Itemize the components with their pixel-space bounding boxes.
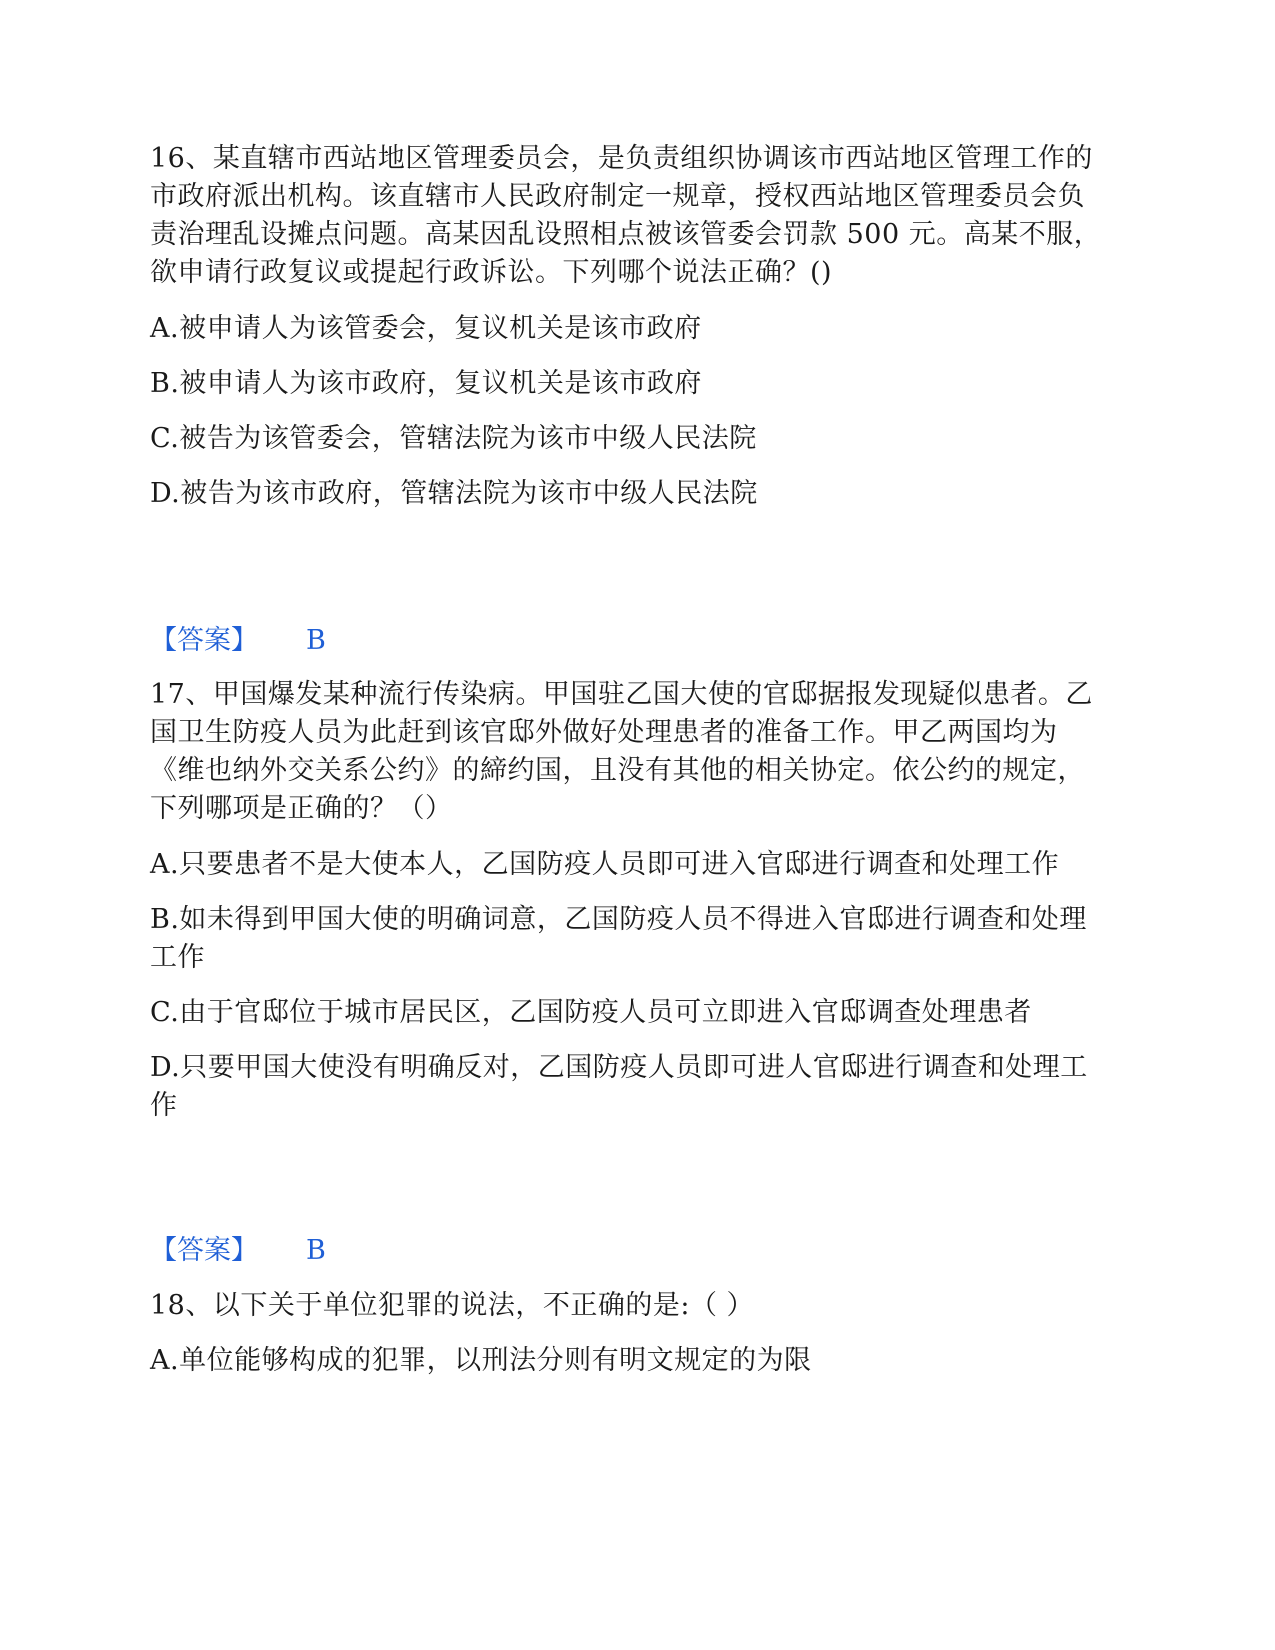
question-stem: 17、甲国爆发某种流行传染病。甲国驻乙国大使的官邸据报发现疑似患者。乙国卫生防疫人员为此赶到该官邸外做好处理患者的准备工作。甲乙两国均为《维也纳外交关系公约》的締约国，且没有其他的相关协定。依公约的规定，下列哪项是正确的？（） — [150, 679, 1093, 824]
answer-value: B — [306, 625, 326, 656]
option-d: D.被告为该市政府，管辖法院为该市中级人民法院 — [150, 478, 758, 509]
answer-label: 【答案】 — [150, 625, 258, 656]
option-c: C.被告为该管委会，管辖法院为该市中级人民法院 — [150, 423, 757, 454]
question-16 — [150, 140, 1110, 513]
question-stem: 18、以下关于单位犯罪的说法，不正确的是:（ ） — [150, 1290, 755, 1321]
option-d: D.只要甲国大使没有明确反对，乙国防疫人员即可进人官邸进行调查和处理工作 — [150, 1052, 1088, 1121]
answer-17 — [150, 1232, 326, 1270]
option-a: A.被申请人为该管委会，复议机关是该市政府 — [150, 313, 702, 344]
question-18 — [150, 1287, 1110, 1380]
option-c: C.由于官邸位于城市居民区，乙国防疫人员可立即进入官邸调查处理患者 — [150, 997, 1032, 1028]
option-b: B.如未得到甲国大使的明确词意，乙国防疫人员不得进入官邸进行调查和处理工作 — [150, 904, 1087, 973]
question-17 — [150, 676, 1110, 1125]
answer-16 — [150, 622, 326, 660]
option-a: A.单位能够构成的犯罪，以刑法分则有明文规定的为限 — [150, 1345, 812, 1376]
option-a: A.只要患者不是大使本人，乙国防疫人员即可进入官邸进行调查和处理工作 — [150, 849, 1060, 880]
answer-value: B — [306, 1235, 326, 1266]
question-stem: 16、某直辖市西站地区管理委员会，是负责组织协调该市西站地区管理工作的市政府派出机构。该直辖市人民政府制定一规章，授权西站地区管理委员会负责治理乱设摊点问题。高某因乱设照相点被该管委会罚款 500 元。高某不服，欲申请行政复议或提起行政诉讼。下列哪个说法正确？() — [150, 143, 1102, 288]
option-b: B.被申请人为该市政府，复议机关是该市政府 — [150, 368, 702, 399]
answer-label: 【答案】 — [150, 1235, 258, 1266]
